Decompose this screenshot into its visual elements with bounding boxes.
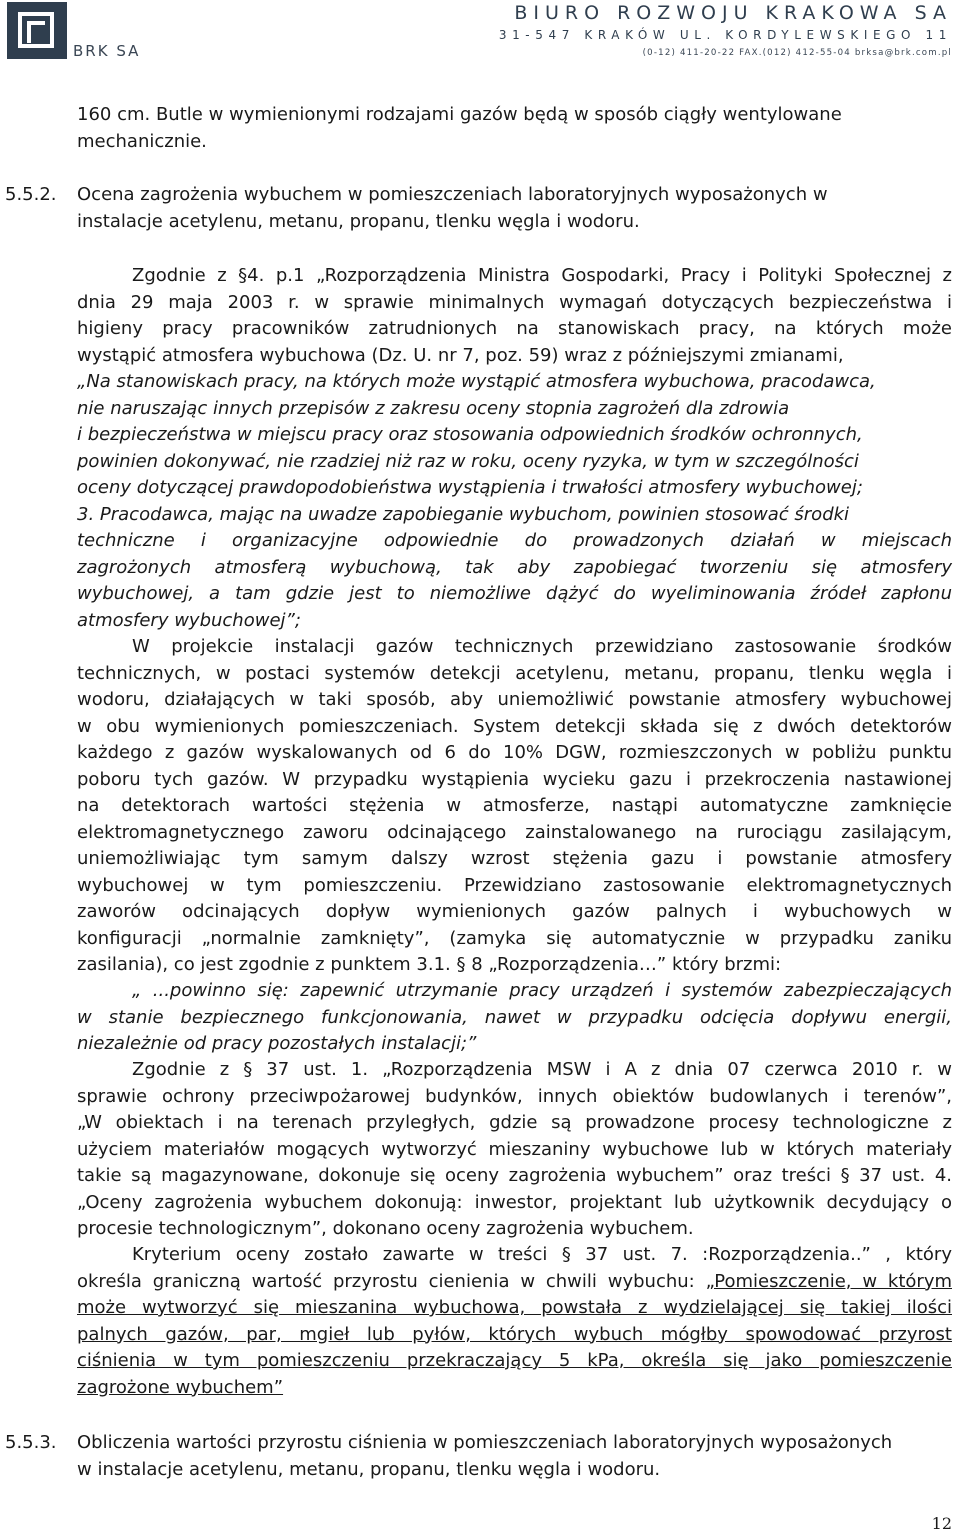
quote-rozporzadzenie: „Na stanowiskach pracy, na których może wystąpić atmosfera wybuchowa, pracodawca, nie naruszając innych przepisów z zakresu oceny stopnia zagrożeń dla zdrowia i bezpieczeństwa w miejscu pracy oraz stosowania odpowiednich środków ochronnych, powinien dokonywać, nie rzadziej niż raz w roku, oceny ryzyka, w tym w szczególności oceny dotyczącej prawdopodobieństwa wystąpienia i trwałości atmosfery wybuchowej; 3. Pracodawca, mając na uwadze zapobieganie wybuchom, powinien stosować środki techniczne i organizacyjne odpowiednie do prowadzonych działań w miejscach zagrożonych atmosferą wybuchową, tak aby zapobiegać tworzeniu się atmosfery wybuchowej, a tam gdzie jest to niemożliwe dążyć do wyeliminowania źródeł zapłonu atmosfery wybuchowej”; xyxy=(77,371,952,631)
company-logo xyxy=(7,2,67,59)
paragraph-zgodnie-37: Zgodnie z § 37 ust. 1. „Rozporządzenia MSW i A z dnia 07 czerwca 2010 r. w sprawie ochrony przeciwpożarowej budynków, innych obiektów budowlanych i terenów”, „W obiektach i na terenach przyległych, gdzie są prowadzone procesy technologiczne z użyciem materiałów mogących wytworzyć mieszaniny wybuchowe lub w których materiały takie są magazynowane, dokonuje się oceny zagrożenia wybuchem” oraz treści § 37 ust. 4. „Oceny zagrożenia wybuchem dokonują: inwestor, projektant lub użytkownik decydujący o procesie technologicznym”, dokonano oceny zagrożenia wybuchem. xyxy=(77,1059,952,1239)
section-title-552: Ocena zagrożenia wybuchem w pomieszczeniach laboratoryjnych wyposażonych w instalacje acetylenu, metanu, propanu, tlenku węgla i wodoru. xyxy=(77,184,828,232)
paragraph-projekt: W projekcie instalacji gazów technicznych przewidziano zastosowanie środków technicznych, w postaci systemów detekcji acetylenu, metanu, propanu, tlenku węgla i wodoru, działających w taki sposób, aby uniemożliwić powstanie atmosfery wybuchowej w obu wymienionych pomieszczeniach. System detekcji składa się z dwóch detektorów każdego z gazów wyskalowanych od 6 do 10% DGW, rozmieszczonych w pobliżu punktu poboru tych gazów. W przypadku wystąpienia wycieku gazu i przekroczenia nastawionej na detektorach wartości stężenia w atmosferze, nastąpi automatyczne zamknięcie elektromagnetycznego zaworu odcinającego zainstalowanego na rurociągu zasilającym, uniemożliwiając tym samym dalszy wzrost stężenia gazu i powstanie atmosfery wybuchowej w tym pomieszczeniu. Przewidziano zastosowanie elektromagnetycznych zaworów odcinających dopływ wymienionych gazów palnych i wybuchowych w konfiguracji „normalnie zamknięty”, (zamyka się automatycznie w przypadku zaniku zasilania), co jest zgodnie z punktem 3.1. § 8 „Rozporządzenia…” który brzmi: xyxy=(77,636,952,975)
section-title-553: Obliczenia wartości przyrostu ciśnienia w pomieszczeniach laboratoryjnych wyposażonych w instalacje acetylenu, metanu, propanu, tlenku węgla i wodoru. xyxy=(77,1432,893,1480)
section-number-553: 5.5.3. xyxy=(5,1432,57,1453)
letterhead xyxy=(0,0,960,66)
logo-text: BRK SA xyxy=(73,42,141,60)
page-number: 12 xyxy=(931,1514,952,1533)
section-number-552: 5.5.2. xyxy=(5,184,57,205)
paragraph-kryterium: Kryterium oceny zostało zawarte w treści § 37 ust. 7. :Rozporządzenia..” , który określa graniczną wartość przyrostu cienienia w chwili wybuchu: „Pomieszczenie, w którym może wytworzyć się mieszanina wybuchowa, powstała z wydzielającej się takiej ilości palnych gazów, par, mgieł lub pyłów, których wybuch mógłby spowodować przyrost ciśnienia w tym pomieszczeniu przekraczający 5 kPa, określa się jako pomieszczenie zagrożone wybuchem” xyxy=(77,1244,952,1398)
company-address: 31-547 KRAKÓW UL. KORDYLEWSKIEGO 11 xyxy=(498,28,952,42)
paragraph-zgodnie-4: Zgodnie z §4. p.1 „Rozporządzenia Ministra Gospodarki, Pracy i Polityki Społecznej z dnia 29 maja 2003 r. w sprawie minimalnych wymagań dotyczących bezpieczeństwa i higieny pracy pracowników zatrudnionych na stanowiskach pracy, na których może wystąpić atmosfera wybuchowa (Dz. U. nr 7, poz. 59) wraz z późniejszymi zmianami, xyxy=(77,265,952,366)
company-contact: (0-12) 411-20-22 FAX.(012) 412-55-04 brksa@brk.com.pl xyxy=(642,48,952,58)
quote-powinno-sie: „ ...powinno się: zapewnić utrzymanie pracy urządzeń i systemów zabezpieczających w stanie bezpiecznego funkcjonowania, nawet w przypadku odcięcia dopływu energii, niezależnie od pracy pozostałych instalacji;” xyxy=(77,980,952,1054)
company-name: BIURO ROZWOJU KRAKOWA SA xyxy=(514,2,952,24)
paragraph-butle: 160 cm. Butle w wymienionymi rodzajami gazów będą w sposób ciągły wentylowane mechanicznie. xyxy=(77,104,842,152)
